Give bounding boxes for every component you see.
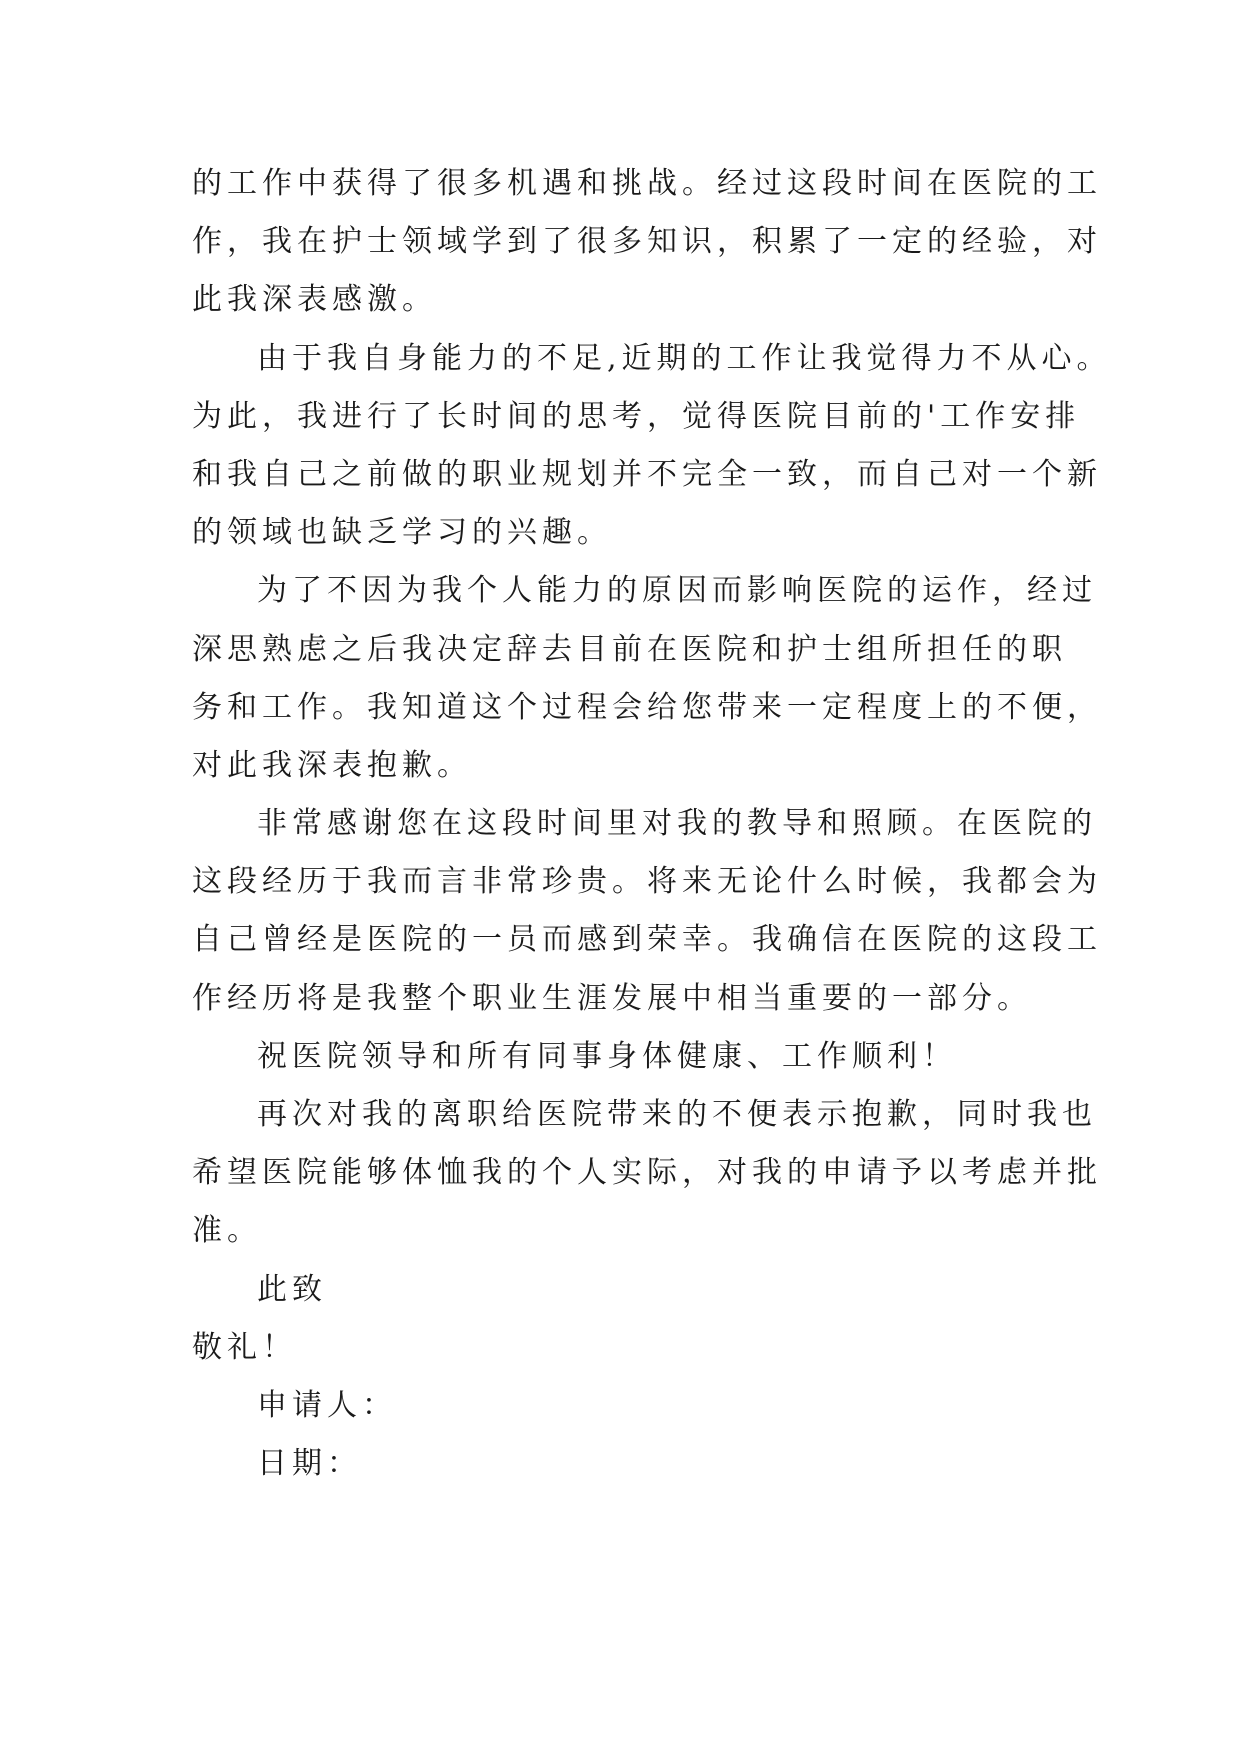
text-line: 祝医院领导和所有同事身体健康、工作顺利！ <box>257 1038 957 1074</box>
text-line: 这段经历于我而言非常珍贵。将来无论什么时候，我都会为 <box>192 864 1102 900</box>
text-line: 的领域也缺乏学习的兴趣。 <box>192 515 612 551</box>
text-line: 准。 <box>192 1213 262 1249</box>
text-line: 为了不因为我个人能力的原因而影响医院的运作，经过 <box>257 573 1097 609</box>
text-line: 希望医院能够体恤我的个人实际，对我的申请予以考虑并批 <box>192 1155 1102 1191</box>
text-line: 务和工作。我知道这个过程会给您带来一定程度上的不便， <box>192 689 1102 725</box>
letter-body <box>192 155 1112 1493</box>
text-line: 非常感谢您在这段时间里对我的教导和照顾。在医院的 <box>257 806 1097 842</box>
text-line: 作经历将是我整个职业生涯发展中相当重要的一部分。 <box>192 980 1032 1016</box>
text-line: 深思熟虑之后我决定辞去目前在医院和护士组所担任的职 <box>192 631 1067 667</box>
text-line: 敬礼！ <box>192 1329 297 1365</box>
text-line: 和我自己之前做的职业规划并不完全一致，而自己对一个新 <box>192 456 1102 492</box>
text-line: 此致 <box>257 1271 327 1307</box>
text-line: 对此我深表抱歉。 <box>192 747 472 783</box>
text-line: 为此，我进行了长时间的思考，觉得医院目前的'工作安排 <box>192 398 1081 434</box>
text-line: 的工作中获得了很多机遇和挑战。经过这段时间在医院的工 <box>192 166 1102 201</box>
text-line: 申请人： <box>257 1387 397 1423</box>
text-line: 此我深表感激。 <box>192 282 437 318</box>
text-line: 作，我在护士领域学到了很多知识，积累了一定的经验，对 <box>192 224 1102 260</box>
text-line: 由于我自身能力的不足,近期的工作让我觉得力不从心。 <box>257 340 1112 376</box>
text-line: 日期： <box>257 1446 362 1482</box>
text-line: 再次对我的离职给医院带来的不便表示抱歉，同时我也 <box>257 1097 1097 1132</box>
text-line: 自己曾经是医院的一员而感到荣幸。我确信在医院的这段工 <box>192 922 1102 958</box>
